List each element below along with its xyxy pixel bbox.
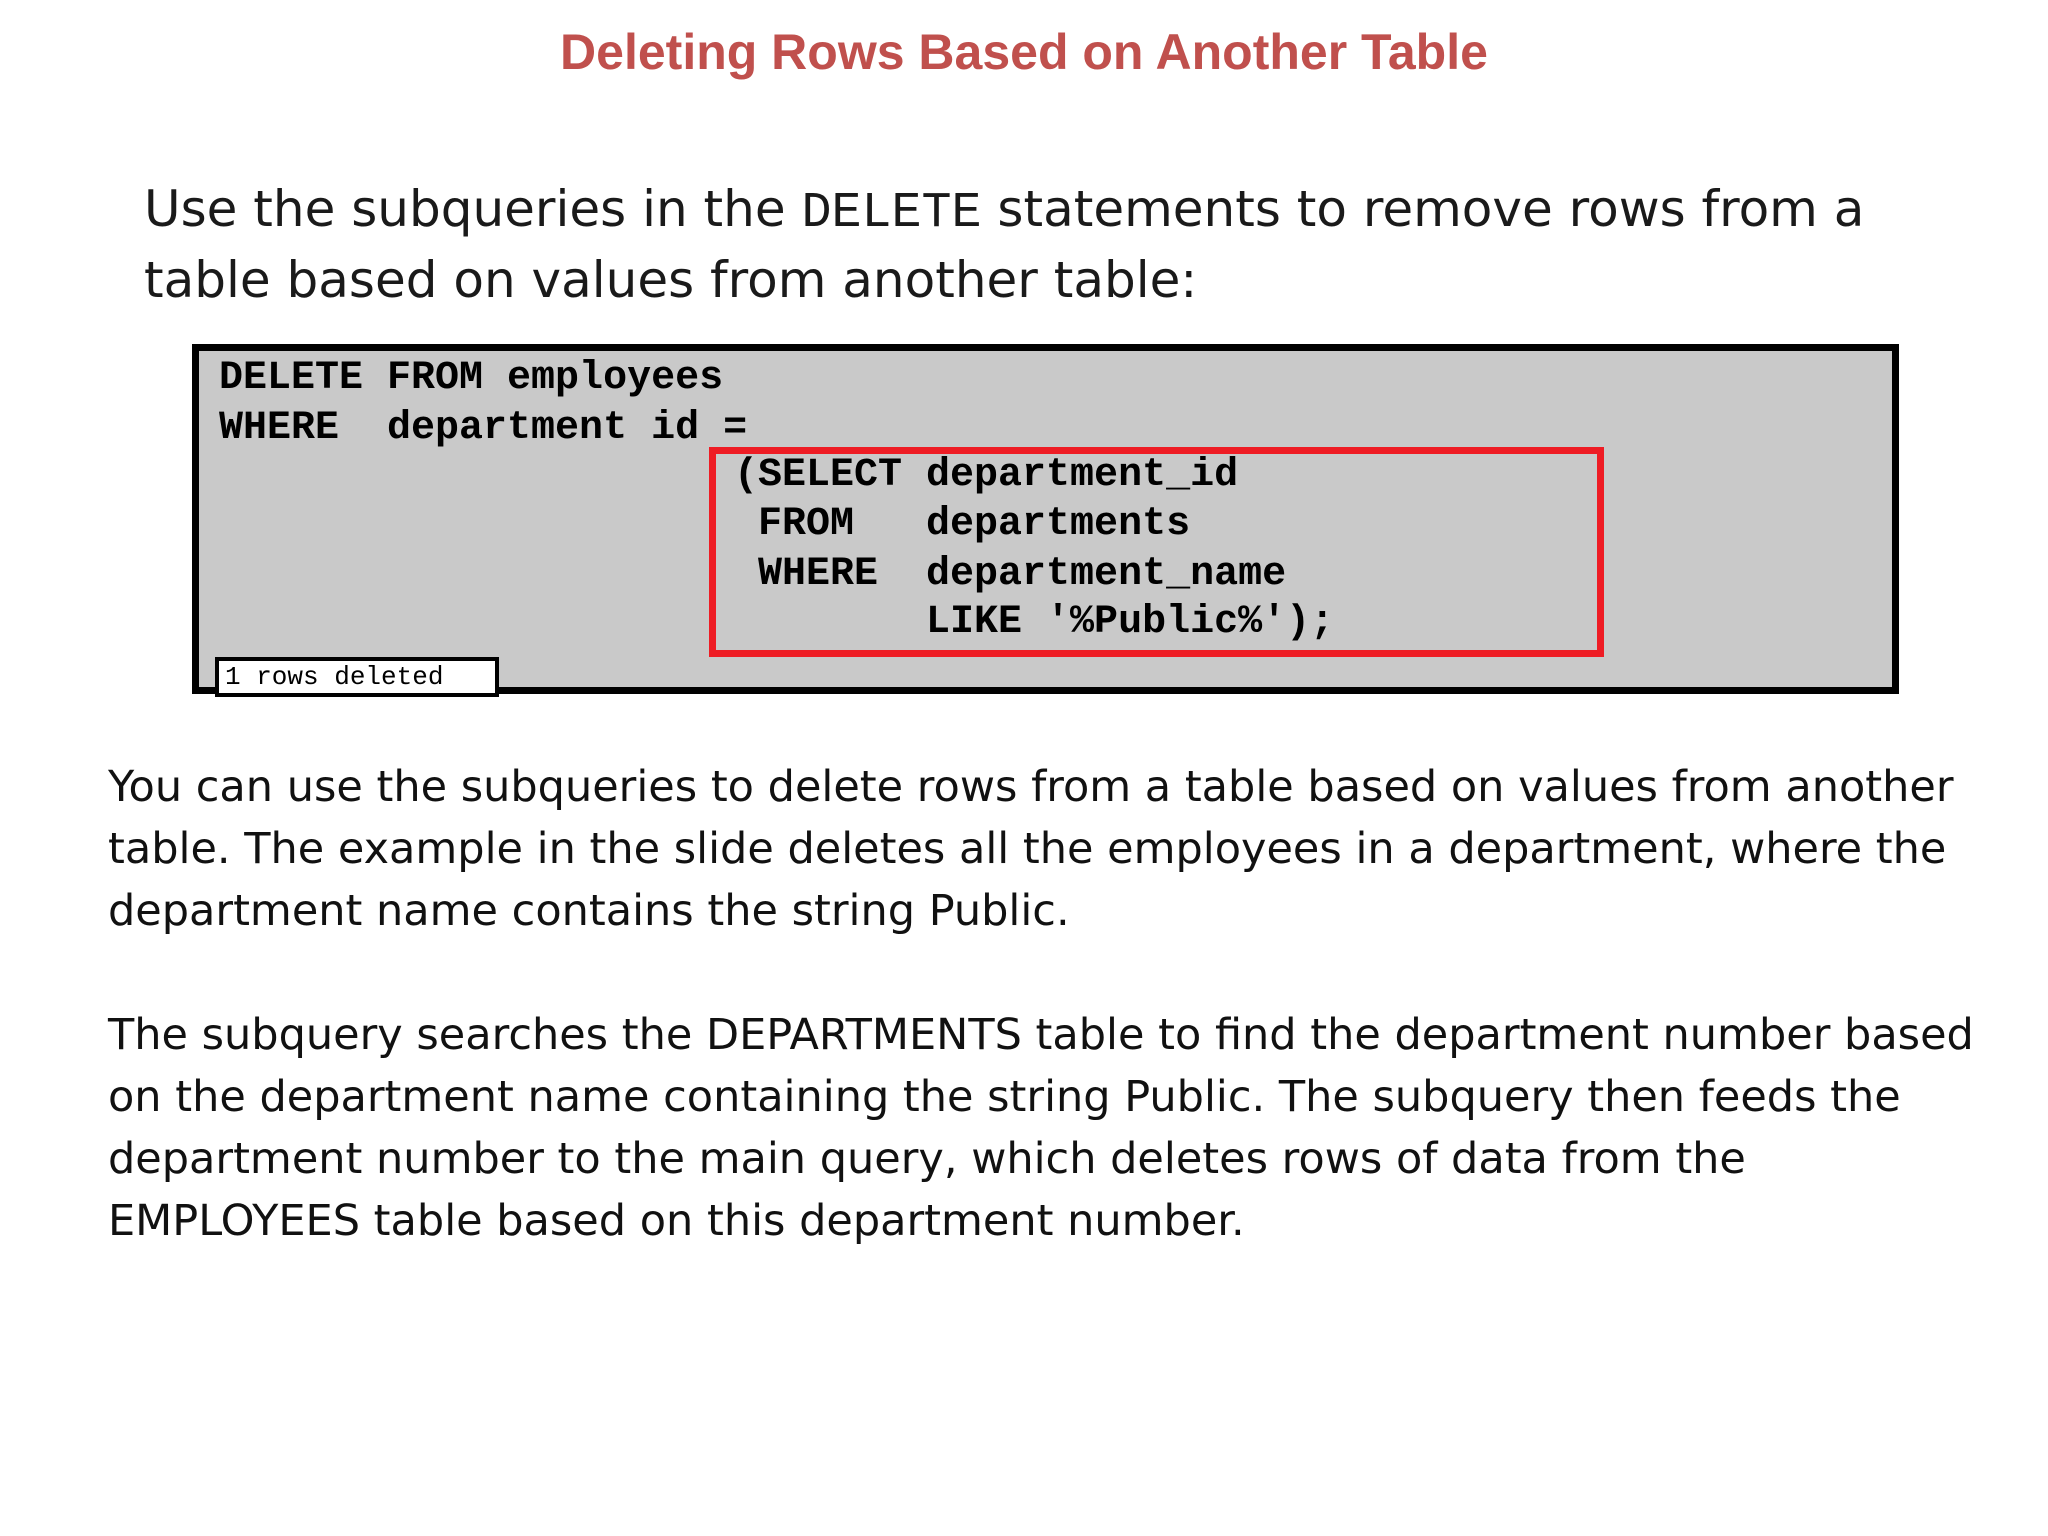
subquery-highlight	[709, 447, 1604, 657]
code-line: LIKE '%Public%');	[734, 600, 1335, 645]
code-example-box	[192, 344, 1899, 694]
code-line: WHERE department id =	[219, 406, 748, 451]
code-line: WHERE department_name	[734, 552, 1287, 597]
code-line: (SELECT department_id	[734, 453, 1239, 498]
rows-deleted-label: 1 rows deleted	[215, 657, 499, 697]
body-paragraph: The subquery searches the DEPARTMENTS table to find the department number based on the department name containing the string Public. The subquery then feeds the department number to the main query, which deletes rows of data from the EMPLOYEES table based on this department number.	[108, 1010, 1974, 1246]
code-line: DELETE FROM employees	[219, 356, 724, 401]
intro-keyword: DELETE	[801, 185, 982, 242]
intro-text	[144, 176, 1984, 313]
body-paragraph: You can use the subqueries to delete rows from a table based on values from another table. The example in the slide deletes all the employees in a department, where the department name contains the string Public.	[108, 762, 1954, 936]
code-line: FROM departments	[734, 502, 1191, 547]
intro-text-part1: Use the subqueries in the	[144, 180, 802, 238]
slide-title: Deleting Rows Based on Another Table	[560, 24, 1488, 80]
intro-text-part2: statements to remove rows from a table based on values from another table:	[144, 180, 1865, 309]
